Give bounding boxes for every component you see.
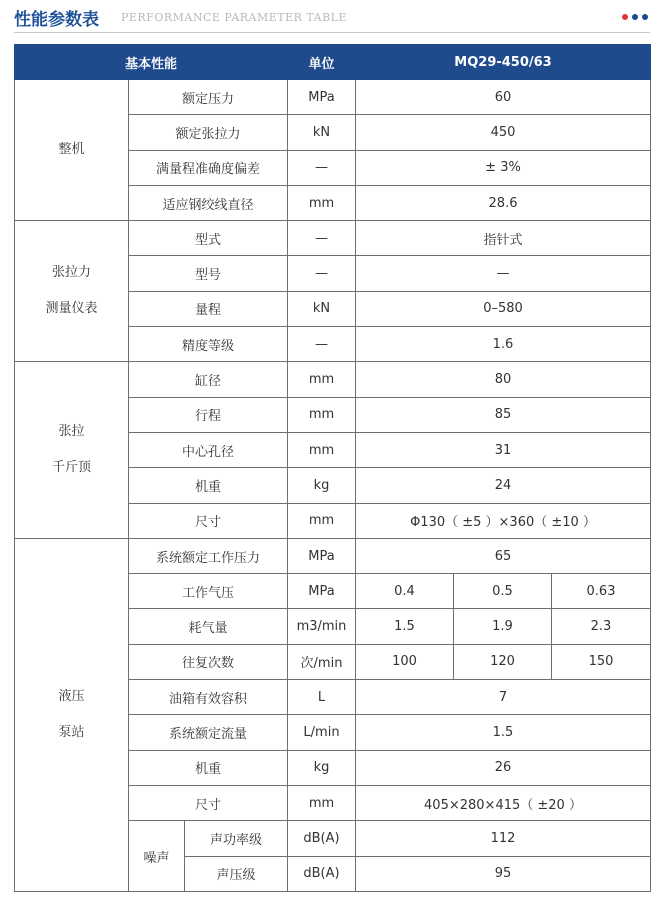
param-name: 耗气量 <box>129 609 288 644</box>
category-machine: 整机 <box>15 80 129 221</box>
param-unit: — <box>288 150 356 185</box>
param-unit: kg <box>288 750 356 785</box>
param-value: 405×280×415（ ±20 ） <box>356 785 651 820</box>
param-value: 95 <box>356 856 651 891</box>
category-label-line: 液压 <box>58 688 85 704</box>
blue-dot-icon <box>632 14 638 20</box>
param-unit: mm <box>288 432 356 467</box>
category-label-line: 张拉 <box>58 424 85 440</box>
table-row <box>15 538 651 573</box>
param-value: 112 <box>356 821 651 856</box>
param-unit: MPa <box>288 538 356 573</box>
param-name: 型号 <box>129 256 288 291</box>
param-unit: mm <box>288 503 356 538</box>
header-basic-performance: 基本性能 <box>15 45 288 80</box>
category-label-line: 泵站 <box>58 724 85 740</box>
category-pump <box>15 538 129 891</box>
param-unit: L/min <box>288 715 356 750</box>
param-unit: — <box>288 327 356 362</box>
param-value: 2.3 <box>552 609 651 644</box>
param-value: 1.6 <box>356 327 651 362</box>
param-unit: — <box>288 221 356 256</box>
param-name: 油箱有效容积 <box>129 680 288 715</box>
param-name: 额定压力 <box>129 80 288 115</box>
param-name: 往复次数 <box>129 644 288 679</box>
param-value: 0.5 <box>454 574 552 609</box>
param-value: 60 <box>356 80 651 115</box>
param-value: Φ130（ ±5 ）×360（ ±10 ） <box>356 503 651 538</box>
param-unit: kg <box>288 468 356 503</box>
param-name: 机重 <box>129 468 288 503</box>
param-name: 缸径 <box>129 362 288 397</box>
param-name: 尺寸 <box>129 503 288 538</box>
param-name: 中心孔径 <box>129 432 288 467</box>
param-value: 0.63 <box>552 574 651 609</box>
param-name: 尺寸 <box>129 785 288 820</box>
param-unit: dB(A) <box>288 821 356 856</box>
param-name: 满量程准确度偏差 <box>129 150 288 185</box>
param-name: 系统额定流量 <box>129 715 288 750</box>
param-name: 精度等级 <box>129 327 288 362</box>
table-row <box>15 221 651 256</box>
page-subtitle: PERFORMANCE PARAMETER TABLE <box>121 11 348 24</box>
page-title: 性能参数表 <box>14 10 99 30</box>
param-unit: — <box>288 256 356 291</box>
param-name: 行程 <box>129 397 288 432</box>
subcategory-noise: 噪声 <box>129 821 185 892</box>
param-unit: m3/min <box>288 609 356 644</box>
category-label-line: 测量仪表 <box>45 301 98 317</box>
page-header <box>14 0 650 34</box>
param-value: 1.5 <box>356 715 651 750</box>
param-name: 声功率级 <box>185 821 288 856</box>
param-value: 28.6 <box>356 185 651 220</box>
category-gauge <box>15 221 129 362</box>
performance-parameter-table <box>14 44 651 892</box>
table-header-row <box>15 45 651 80</box>
param-unit: mm <box>288 362 356 397</box>
param-value: 0–580 <box>356 291 651 326</box>
param-value: — <box>356 256 651 291</box>
param-value: 指针式 <box>356 221 651 256</box>
param-name: 型式 <box>129 221 288 256</box>
blue-dot-icon <box>642 14 648 20</box>
param-unit: kN <box>288 115 356 150</box>
category-label-line: 千斤顶 <box>51 460 91 476</box>
param-value: 0.4 <box>356 574 454 609</box>
param-value: 24 <box>356 468 651 503</box>
table-row <box>15 80 651 115</box>
param-unit: MPa <box>288 574 356 609</box>
table-row <box>15 362 651 397</box>
param-name: 额定张拉力 <box>129 115 288 150</box>
param-value: 80 <box>356 362 651 397</box>
param-value: 150 <box>552 644 651 679</box>
header-model: MQ29-450/63 <box>356 45 651 80</box>
category-label-line: 张拉力 <box>51 265 91 281</box>
decorative-dots <box>622 14 648 20</box>
param-name: 适应钢绞线直径 <box>129 185 288 220</box>
param-value: 65 <box>356 538 651 573</box>
param-name: 工作气压 <box>129 574 288 609</box>
param-unit: mm <box>288 185 356 220</box>
param-value: 1.9 <box>454 609 552 644</box>
param-value: 120 <box>454 644 552 679</box>
param-unit: kN <box>288 291 356 326</box>
param-value: 85 <box>356 397 651 432</box>
param-value: 100 <box>356 644 454 679</box>
param-unit: mm <box>288 785 356 820</box>
header-divider <box>14 32 650 33</box>
param-value: 26 <box>356 750 651 785</box>
param-value: 1.5 <box>356 609 454 644</box>
param-unit: MPa <box>288 80 356 115</box>
param-unit: mm <box>288 397 356 432</box>
param-unit: 次/min <box>288 644 356 679</box>
param-name: 量程 <box>129 291 288 326</box>
param-value: ± 3% <box>356 150 651 185</box>
param-value: 450 <box>356 115 651 150</box>
header-unit: 单位 <box>288 45 356 80</box>
param-name: 声压级 <box>185 856 288 891</box>
param-value: 31 <box>356 432 651 467</box>
param-unit: dB(A) <box>288 856 356 891</box>
red-dot-icon <box>622 14 628 20</box>
param-name: 机重 <box>129 750 288 785</box>
param-value: 7 <box>356 680 651 715</box>
category-jack <box>15 362 129 538</box>
param-unit: L <box>288 680 356 715</box>
param-name: 系统额定工作压力 <box>129 538 288 573</box>
